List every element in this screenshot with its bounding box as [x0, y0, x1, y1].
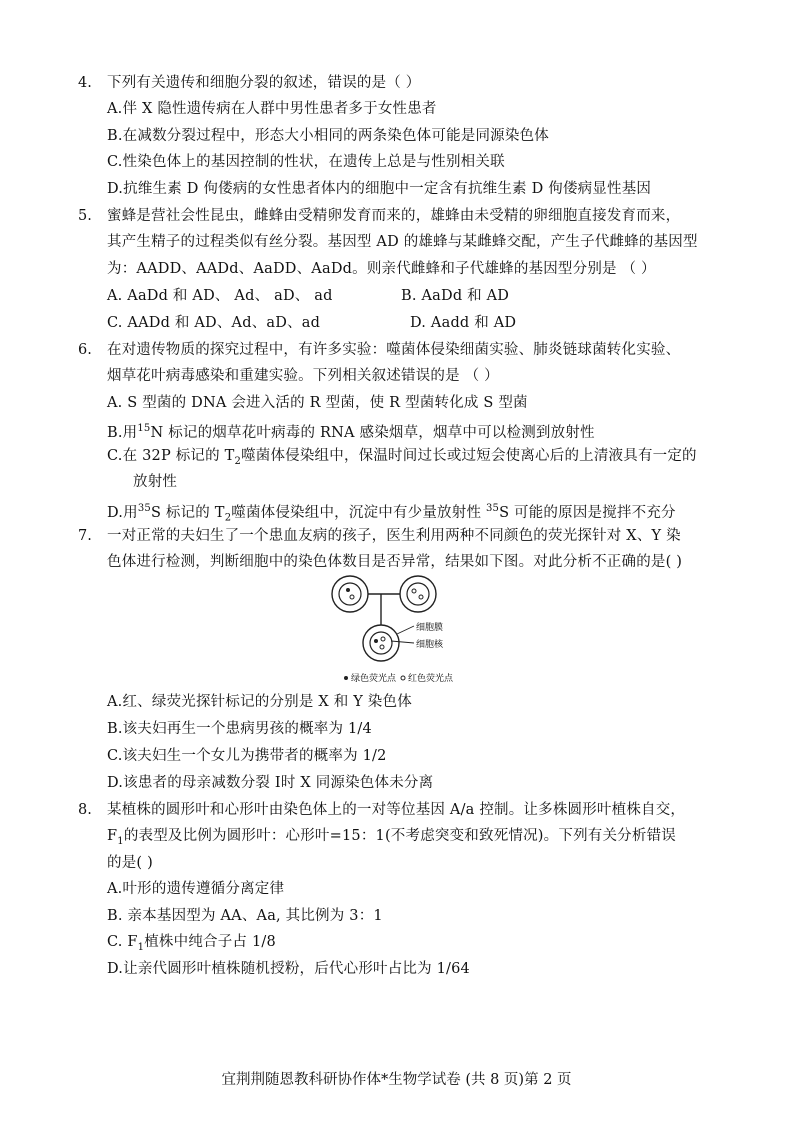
- membrane-label: 细胞膜: [416, 623, 444, 633]
- option-b: B.用$^{15}$N 标记的烟草花叶病毒的 RNA 感染烟草，烟草中可以检测到放射性: [107, 423, 595, 441]
- option-b: B. AaDd 和 AD: [401, 288, 510, 304]
- question-stem: 在对遗传物质的探究过程中，有许多实验：噬菌体侵染细菌实验、肺炎链球菌转化实验、: [107, 342, 681, 358]
- option-a: A.红、绿荧光探针标记的分别是 X 和 Y 染色体: [107, 694, 412, 710]
- option-b: B. 亲本基因型为 AA、Aa, 其比例为 3：1: [107, 908, 383, 924]
- cell-probe-diagram: [325, 575, 475, 690]
- option-b: B.在减数分裂过程中，形态大小相同的两条染色体可能是同源染色体: [107, 128, 549, 144]
- question-number: 8.: [78, 802, 92, 818]
- option-a: A.伴 X 隐性遗传病在人群中男性患者多于女性患者: [107, 101, 437, 117]
- option-c: C.性染色体上的基因控制的性状，在遗传上总是与性别相关联: [107, 154, 505, 170]
- question-number: 5.: [78, 208, 92, 224]
- option-c: C. AADd 和 AD、Ad、aD、ad: [107, 315, 321, 331]
- question-number: 6.: [78, 342, 92, 358]
- legend-green: 绿色荧光点: [351, 674, 397, 684]
- option-d: D. Aadd 和 AD: [410, 315, 517, 331]
- question-stem: 下列有关遗传和细胞分裂的叙述，错误的是（ ）: [107, 75, 421, 91]
- option-b: B.该夫妇再生一个患病男孩的概率为 1/4: [107, 721, 372, 737]
- question-stem: 一对正常的夫妇生了一个患血友病的孩子，医生利用两种不同颜色的荧光探针对 X、Y 染: [107, 528, 681, 544]
- green-dot-icon: [344, 676, 348, 680]
- option-a: A. S 型菌的 DNA 会进入活的 R 型菌，使 R 型菌转化成 S 型菌: [107, 395, 528, 411]
- option-c: C.在 32P 标记的 $T_2$噬菌体侵染组中，保温时间过长或过短会使离心后的上清液具有一定的: [107, 448, 697, 467]
- question-stem: 其产生精子的过程类似有丝分裂。基因型 AD 的雄蜂与某雌蜂交配，产生子代雌蜂的基因型: [107, 234, 698, 250]
- question-stem: 为：AADD、AADd、AaDD、AaDd。则亲代雌蜂和子代雄蜂的基因型分别是 （ ）: [107, 261, 656, 277]
- question-number: 4.: [78, 75, 92, 91]
- question-stem: 蜜蜂是营社会性昆虫，雌蜂由受精卵发育而来的，雄蜂由未受精的卵细胞直接发育而来，: [107, 208, 681, 224]
- option-c: C.该夫妇生一个女儿为携带者的概率为 1/2: [107, 748, 387, 764]
- nucleus-label: 细胞核: [416, 640, 444, 650]
- question-number: 7.: [78, 528, 92, 544]
- red-dot-icon: [401, 676, 405, 680]
- question-stem: $F_1$的表型及比例为圆形叶：心形叶=15：1(不考虑突变和致死情况)。下列有关分析错误: [107, 828, 676, 847]
- question-stem: 的是( ): [107, 855, 153, 871]
- mother-cell: [400, 576, 436, 612]
- question-stem: 某植株的圆形叶和心形叶由染色体上的一对等位基因 A/a 控制。让多株圆形叶植株自交，: [107, 802, 686, 818]
- child-cell: [363, 625, 399, 661]
- option-d: D.该患者的母亲减数分裂 Ⅰ时 X 同源染色体未分离: [107, 775, 434, 791]
- page-footer: 宜荆荆随恩教科研协作体*生物学试卷 (共 8 页)第 2 页: [221, 1072, 572, 1088]
- option-c-continuation: 放射性: [133, 474, 178, 490]
- question-stem: 色体进行检测，判断细胞中的染色体数目是否异常，结果如下图。对此分析不正确的是( ): [107, 554, 683, 570]
- option-d: D.让亲代圆形叶植株随机授粉，后代心形叶占比为 1/64: [107, 961, 470, 977]
- option-c: C. $F_1$植株中纯合子占 1/8: [107, 934, 276, 953]
- option-a: A. AaDd 和 AD、 Ad、 aD、 ad: [107, 288, 333, 304]
- option-d: D.用$^{35}$S 标记的 $T_2$噬菌体侵染组中，沉淀中有少量放射性 $^{35}$S 可能的原因是搅拌不充分: [107, 503, 676, 524]
- option-a: A.叶形的遗传遵循分离定律: [107, 881, 285, 897]
- question-stem: 烟草花叶病毒感染和重建实验。下列相关叙述错误的是 （ ）: [107, 368, 499, 384]
- father-cell: [332, 576, 368, 612]
- option-d: D.抗维生素 D 佝偻病的女性患者体内的细胞中一定含有抗维生素 D 佝偻病显性基因: [107, 181, 652, 197]
- legend-red: 红色荧光点: [408, 674, 454, 684]
